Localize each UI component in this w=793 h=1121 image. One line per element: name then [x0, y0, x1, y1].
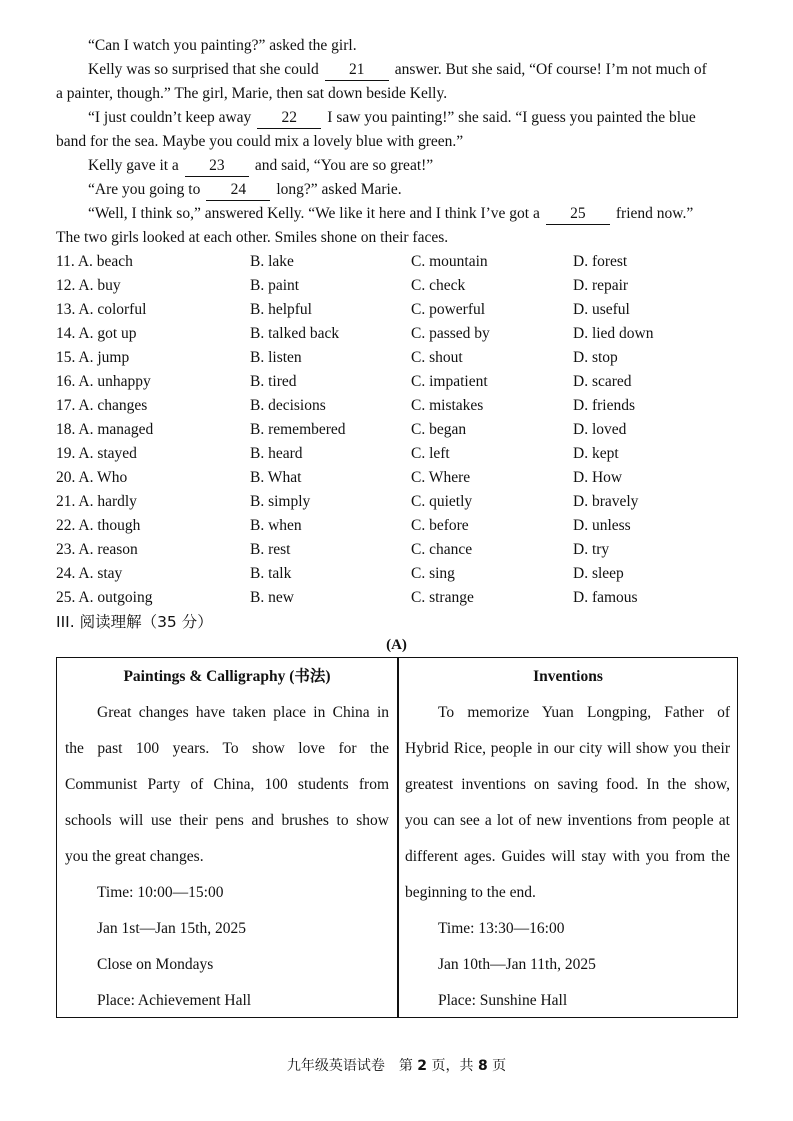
blank-24: 24 — [206, 180, 270, 201]
option-choice: C. quietly — [411, 493, 473, 510]
option-choice: C. left — [411, 445, 450, 462]
option-choice: B. talk — [250, 565, 292, 582]
left-ad-dates: Jan 1st—Jan 15th, 2025 — [97, 920, 246, 937]
option-choice: D. loved — [573, 421, 627, 438]
option-row-question: 12. A. buy — [56, 277, 121, 294]
passage-text: answer. But she said, “Of course! I’m not much of — [394, 61, 707, 78]
option-row-question: 18. A. managed — [56, 421, 154, 438]
option-choice: B. decisions — [250, 397, 326, 414]
option-choice: D. stop — [573, 349, 618, 366]
left-ad-title: Paintings & Calligraphy (书法) — [123, 668, 331, 685]
left-ad-line: the past 100 years. To show love for the — [65, 740, 389, 757]
option-choice: C. mistakes — [411, 397, 484, 414]
passage-line-3: a painter, though.” The girl, Marie, then sat down beside Kelly. — [56, 85, 448, 102]
option-choice: C. check — [411, 277, 466, 294]
passage-line-4 — [88, 108, 696, 129]
option-choice: D. unless — [573, 517, 631, 534]
passage-text: long?” asked Marie. — [276, 181, 402, 198]
option-row-question: 14. A. got up — [56, 325, 137, 342]
part-label: (A) — [386, 637, 407, 653]
blank-25: 25 — [546, 204, 610, 225]
option-choice: C. Where — [411, 469, 471, 486]
option-choice: C. passed by — [411, 325, 490, 342]
option-choice: B. lake — [250, 253, 294, 270]
left-ad-line: Great changes have taken place in China in — [97, 704, 389, 721]
passage-text: and said, “You are so great!” — [254, 157, 434, 174]
option-choice: C. strange — [411, 589, 474, 606]
option-choice: D. How — [573, 469, 623, 486]
option-choice: B. talked back — [250, 325, 340, 342]
option-row-question: 11. A. beach — [56, 253, 133, 270]
passage-line-1: “Can I watch you painting?” asked the girl. — [88, 37, 357, 54]
footer-text: 页 — [492, 1058, 507, 1074]
option-row-question: 17. A. changes — [56, 397, 148, 414]
left-ad-line: schools will use their pens and brushes to show — [65, 812, 389, 829]
blank-23: 23 — [185, 156, 249, 177]
option-row-question: 16. A. unhappy — [56, 373, 151, 390]
left-ad-line: Communist Party of China, 100 students from — [65, 776, 389, 793]
option-choice: C. before — [411, 517, 469, 534]
passage-line-7 — [88, 180, 402, 201]
option-choice: D. useful — [573, 301, 630, 318]
option-choice: B. simply — [250, 493, 311, 510]
right-ad-place: Place: Sunshine Hall — [438, 992, 568, 1009]
right-ad-line: Hybrid Rice, people in our city will show you their — [405, 740, 730, 757]
option-row-question: 19. A. stayed — [56, 445, 137, 462]
option-choice: C. impatient — [411, 373, 488, 390]
option-choice: C. chance — [411, 541, 473, 558]
footer-text: 页，共 — [431, 1058, 474, 1074]
right-ad-line: greatest inventions on saving food. In the show, — [405, 776, 730, 793]
option-choice: D. try — [573, 541, 610, 558]
right-ad-title: Inventions — [533, 668, 603, 685]
footer-text: 九年级英语试卷 第 — [286, 1058, 413, 1074]
option-row-question: 21. A. hardly — [56, 493, 137, 510]
option-choice: D. forest — [573, 253, 628, 270]
left-ad-place: Place: Achievement Hall — [97, 992, 252, 1009]
passage-text: Kelly was so surprised that she could — [88, 61, 319, 78]
option-choice: B. tired — [250, 373, 297, 390]
blank-21: 21 — [325, 60, 389, 81]
passage-text: friend now.” — [615, 205, 694, 222]
passage-line-6 — [88, 156, 433, 177]
option-row-question: 23. A. reason — [56, 541, 138, 558]
passage-text: “Are you going to — [88, 181, 201, 198]
right-ad-time: Time: 13:30—16:00 — [438, 920, 565, 937]
option-choice: C. powerful — [411, 301, 486, 318]
left-ad-note: Close on Mondays — [97, 956, 214, 973]
blank-22: 22 — [257, 108, 321, 129]
option-choice: C. mountain — [411, 253, 488, 270]
footer-total-pages: 8 — [477, 1058, 488, 1074]
option-choice: B. when — [250, 517, 302, 534]
option-choice: B. heard — [250, 445, 303, 462]
left-ad-line: you the great changes. — [65, 848, 204, 865]
right-ad-line: beginning to the end. — [405, 884, 536, 901]
right-ad-line: you can see a lot of new inventions from people at — [405, 812, 730, 829]
option-choice: D. friends — [573, 397, 635, 414]
option-choice: D. sleep — [573, 565, 624, 582]
option-choice: B. listen — [250, 349, 302, 366]
option-row-question: 15. A. jump — [56, 349, 130, 366]
option-row-question: 20. A. Who — [56, 469, 128, 486]
left-ad-time: Time: 10:00—15:00 — [97, 884, 224, 901]
option-row-question: 22. A. though — [56, 517, 141, 534]
option-choice: B. helpful — [250, 301, 312, 318]
passage-line-5: band for the sea. Maybe you could mix a lovely blue with green.” — [56, 133, 464, 150]
option-choice: B. new — [250, 589, 294, 606]
passage-line-8 — [88, 204, 693, 225]
passage-text: “Well, I think so,” answered Kelly. “We like it here and I think I’ve got a — [88, 205, 540, 222]
passage-text: I saw you painting!” she said. “I guess you painted the blue — [327, 109, 696, 126]
option-choice: B. What — [250, 469, 302, 486]
option-choice: D. repair — [573, 277, 629, 294]
option-choice: B. paint — [250, 277, 300, 294]
page-footer — [0, 1055, 793, 1075]
option-choice: B. rest — [250, 541, 291, 558]
right-ad-line: different ages. Guides will stay with you from the — [405, 848, 730, 865]
passage-line-9: The two girls looked at each other. Smiles shone on their faces. — [56, 229, 449, 246]
ads-divider — [397, 657, 399, 1018]
option-choice: C. began — [411, 421, 467, 438]
option-choice: D. bravely — [573, 493, 639, 510]
option-row-question: 25. A. outgoing — [56, 589, 153, 606]
option-row-question: 24. A. stay — [56, 565, 123, 582]
passage-line-2 — [88, 60, 707, 81]
section-heading: III. 阅读理解（35 分） — [56, 613, 213, 631]
option-choice: B. remembered — [250, 421, 346, 438]
passage-text: Kelly gave it a — [88, 157, 179, 174]
footer-page-number: 2 — [417, 1058, 428, 1074]
option-choice: C. sing — [411, 565, 455, 582]
right-ad-dates: Jan 10th—Jan 11th, 2025 — [438, 956, 596, 973]
passage-text: “I just couldn’t keep away — [88, 109, 252, 126]
option-choice: D. scared — [573, 373, 632, 390]
option-choice: C. shout — [411, 349, 463, 366]
option-choice: D. kept — [573, 445, 619, 462]
option-choice: D. lied down — [573, 325, 654, 342]
option-choice: D. famous — [573, 589, 638, 606]
right-ad-line: To memorize Yuan Longping, Father of — [438, 704, 730, 721]
option-row-question: 13. A. colorful — [56, 301, 147, 318]
